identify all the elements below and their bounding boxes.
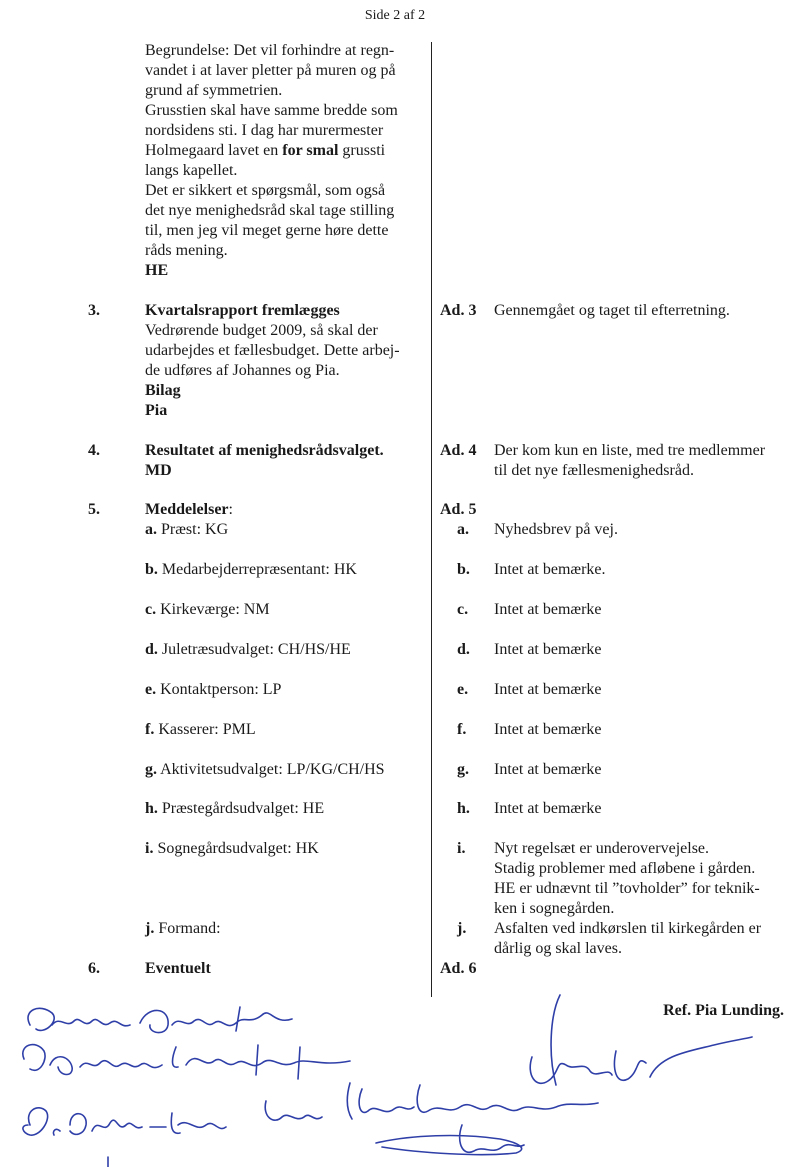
item-number: 4. bbox=[88, 442, 100, 459]
subitem-label: Præstegårdsudvalget: HE bbox=[161, 800, 325, 817]
subitem-d bbox=[145, 640, 425, 660]
signature-stroke bbox=[28, 1007, 292, 1033]
page-number: Side 2 af 2 bbox=[364, 8, 426, 23]
item-text: udarbejdes et fællesbudget. Dette arbej- bbox=[145, 342, 400, 359]
intro-initials: HE bbox=[145, 262, 169, 279]
ad-label: Ad. 5 bbox=[440, 501, 477, 518]
subitem-letter: h. bbox=[145, 800, 158, 817]
response-text: Intet at bemærke bbox=[494, 721, 602, 738]
subitem-letter: j. bbox=[145, 920, 155, 937]
response-text: dårlig og skal laves. bbox=[494, 940, 622, 957]
subitem-letter: c. bbox=[145, 601, 157, 618]
signature-stroke bbox=[23, 1108, 226, 1167]
item-title: Eventuelt bbox=[145, 960, 211, 977]
response-letter: i. bbox=[457, 840, 466, 857]
intro-line: det nye menighedsråd skal tage stilling bbox=[145, 202, 395, 219]
response-text: Intet at bemærke bbox=[494, 641, 602, 658]
item-initials: Pia bbox=[145, 402, 168, 419]
subitem-a bbox=[145, 520, 425, 540]
item-number: 3. bbox=[88, 302, 100, 319]
response-letter: j. bbox=[457, 920, 467, 937]
item-initials: MD bbox=[145, 462, 172, 479]
column-divider bbox=[431, 42, 432, 997]
subitem-letter: a. bbox=[145, 521, 157, 538]
subitem-c bbox=[145, 600, 425, 620]
response-letter: f. bbox=[457, 721, 467, 738]
intro-line: vandet i at laver pletter på muren og på bbox=[145, 62, 396, 79]
intro-line: Det er sikkert et spørgsmål, som også bbox=[145, 182, 386, 199]
subitem-letter: e. bbox=[145, 681, 157, 698]
subitem-label: Kontaktperson: LP bbox=[160, 681, 282, 698]
response-text: HE er udnævnt til ”tovholder” for teknik- bbox=[494, 880, 760, 897]
response-text: Intet at bemærke. bbox=[494, 561, 606, 578]
response-letter: e. bbox=[457, 681, 469, 698]
referent: Ref. Pia Lunding. bbox=[663, 1002, 784, 1019]
subitem-label: Medarbejderrepræsentant: HK bbox=[161, 561, 357, 578]
item-title bbox=[145, 500, 425, 520]
subitem-label: Kirkeværge: NM bbox=[160, 601, 270, 618]
response-text: ken i sognegården. bbox=[494, 900, 615, 917]
response-text: Intet at bemærke bbox=[494, 800, 602, 817]
subitem-label: Kasserer: PML bbox=[158, 721, 256, 738]
ad-response: til det nye fællesmenighedsråd. bbox=[494, 462, 694, 479]
item-title: Kvartalsrapport fremlægges bbox=[145, 302, 340, 319]
item-bilag: Bilag bbox=[145, 382, 181, 399]
intro-line: nordsidens sti. I dag har murermester bbox=[145, 122, 384, 139]
signature-stroke bbox=[265, 1083, 598, 1120]
intro-text: Holmegaard lavet en bbox=[145, 142, 283, 159]
signature-stroke bbox=[376, 995, 752, 1155]
intro-line: råds mening. bbox=[145, 242, 228, 259]
subitem-j bbox=[145, 919, 425, 939]
intro-emphasis: for smal bbox=[282, 142, 339, 159]
subitem-i bbox=[145, 839, 425, 859]
response-letter: h. bbox=[457, 800, 470, 817]
subitem-label: Juletræsudvalget: CH/HS/HE bbox=[161, 641, 351, 658]
response-text: Intet at bemærke bbox=[494, 761, 602, 778]
item-number: 6. bbox=[88, 960, 100, 977]
subitem-h bbox=[145, 799, 425, 819]
intro-line bbox=[145, 141, 425, 161]
intro-line: Grusstien skal have samme bredde som bbox=[145, 102, 398, 119]
signature-stroke bbox=[23, 1045, 350, 1079]
item-text: Vedrørende budget 2009, så skal der bbox=[145, 322, 378, 339]
ad-label: Ad. 4 bbox=[440, 442, 477, 459]
intro-line: langs kapellet. bbox=[145, 162, 238, 179]
item-number: 5. bbox=[88, 501, 100, 518]
response-letter: d. bbox=[457, 641, 470, 658]
response-letter: g. bbox=[457, 761, 469, 778]
subitem-label: Aktivitetsudvalget: LP/KG/CH/HS bbox=[160, 761, 385, 778]
item-title-colon: : bbox=[228, 501, 233, 518]
response-letter: b. bbox=[457, 561, 470, 578]
subitem-b bbox=[145, 560, 425, 580]
response-letter: a. bbox=[457, 521, 469, 538]
item-title: Resultatet af menighedsrådsvalget. bbox=[145, 442, 384, 459]
subitem-label: Formand: bbox=[158, 920, 221, 937]
response-text: Nyt regelsæt er underovervejelse. bbox=[494, 840, 710, 857]
subitem-letter: b. bbox=[145, 561, 158, 578]
subitem-letter: f. bbox=[145, 721, 155, 738]
response-letter: c. bbox=[457, 601, 469, 618]
intro-line: Begrundelse: Det vil forhindre at regn- bbox=[145, 42, 395, 59]
ad-response: Gennemgået og taget til efterretning. bbox=[494, 302, 730, 319]
response-text: Intet at bemærke bbox=[494, 601, 602, 618]
ad-response: Der kom kun en liste, med tre medlemmer bbox=[494, 442, 766, 459]
response-text: Intet at bemærke bbox=[494, 681, 602, 698]
intro-text: grussti bbox=[338, 142, 386, 159]
item-text: de udføres af Johannes og Pia. bbox=[145, 362, 340, 379]
subitem-label: Sognegårdsudvalget: HK bbox=[157, 840, 319, 857]
ad-label: Ad. 6 bbox=[440, 960, 477, 977]
subitem-f bbox=[145, 720, 425, 740]
subitem-e bbox=[145, 680, 425, 700]
item-title-text: Meddelelser bbox=[145, 501, 229, 518]
ad-label: Ad. 3 bbox=[440, 302, 477, 319]
subitem-label: Præst: KG bbox=[161, 521, 229, 538]
intro-line: til, men jeg vil meget gerne høre dette bbox=[145, 222, 389, 239]
intro-line: grund af symmetrien. bbox=[145, 82, 283, 99]
response-text: Nyhedsbrev på vej. bbox=[494, 521, 618, 538]
subitem-letter: d. bbox=[145, 641, 158, 658]
response-text: Asfalten ved indkørslen til kirkegården er bbox=[494, 920, 762, 937]
signatures bbox=[0, 985, 790, 1167]
subitem-letter: g. bbox=[145, 761, 157, 778]
response-text: Stadig problemer med afløbene i gården. bbox=[494, 860, 756, 877]
subitem-g bbox=[145, 760, 425, 780]
subitem-letter: i. bbox=[145, 840, 154, 857]
